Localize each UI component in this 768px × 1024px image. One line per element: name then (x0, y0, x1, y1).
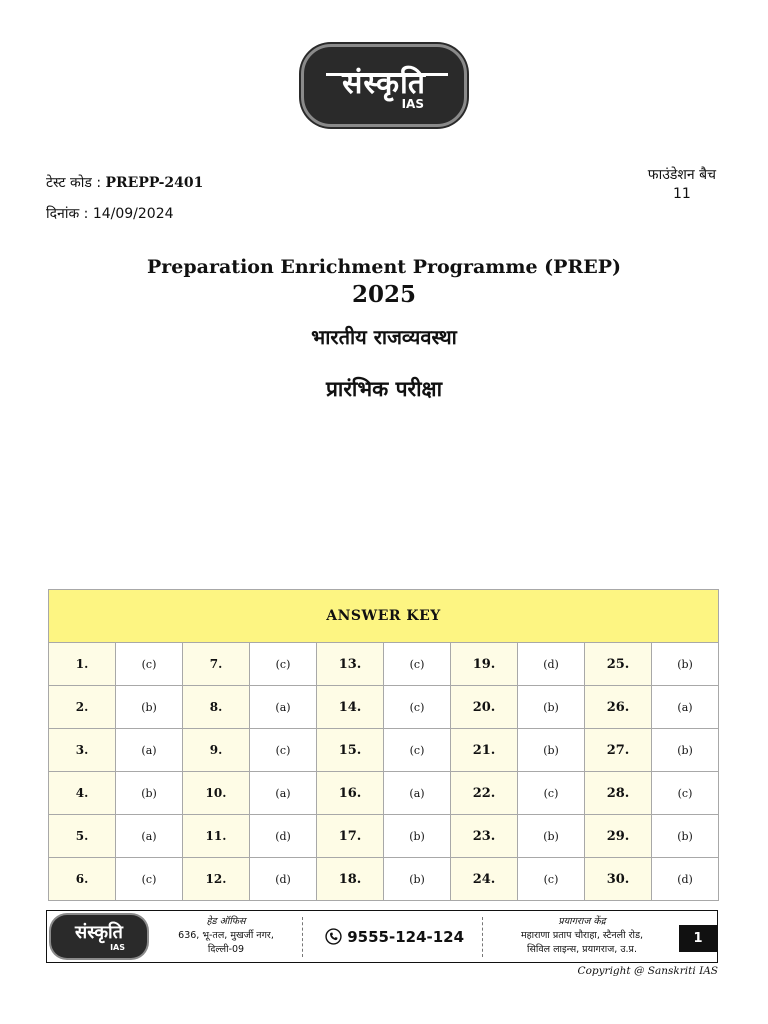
question-number: 22. (451, 772, 518, 815)
question-number: 4. (49, 772, 116, 815)
table-row (49, 772, 719, 815)
footer-logo (51, 915, 147, 958)
test-code (46, 173, 203, 192)
answer-option: (b) (384, 815, 451, 858)
question-number: 3. (49, 729, 116, 772)
answer-option: (c) (116, 858, 183, 901)
test-code-value: PREPP-2401 (105, 175, 204, 191)
question-number: 25. (585, 643, 652, 686)
answer-option: (b) (652, 815, 719, 858)
answer-key-header-row (49, 590, 719, 643)
date-value: 14/09/2024 (92, 206, 174, 222)
logo-sub: IAS (401, 97, 424, 111)
head-office-title: हेड ऑफिस (206, 916, 246, 927)
question-number: 29. (585, 815, 652, 858)
prayagraj-title: प्रयागराज केंद्र (558, 916, 606, 927)
question-number: 14. (317, 686, 384, 729)
question-number: 15. (317, 729, 384, 772)
answer-option: (b) (518, 729, 585, 772)
answer-option: (d) (518, 643, 585, 686)
answer-option: (a) (116, 815, 183, 858)
answer-option: (c) (518, 858, 585, 901)
date (46, 204, 174, 223)
table-row (49, 686, 719, 729)
phone-icon (325, 928, 342, 945)
question-number: 11. (183, 815, 250, 858)
answer-option: (b) (652, 643, 719, 686)
prayagraj-line1: महाराणा प्रताप चौराहा, स्टैनली रोड, (520, 930, 644, 941)
answer-key-table (48, 589, 719, 901)
question-number: 5. (49, 815, 116, 858)
question-number: 1. (49, 643, 116, 686)
answer-option: (c) (518, 772, 585, 815)
answer-option: (b) (116, 772, 183, 815)
question-number: 8. (183, 686, 250, 729)
answer-option: (b) (518, 686, 585, 729)
answer-option: (d) (250, 815, 317, 858)
date-label: दिनांक : (46, 206, 89, 222)
answer-option: (c) (116, 643, 183, 686)
table-row (49, 729, 719, 772)
question-number: 13. (317, 643, 384, 686)
prayagraj-line2: सिविल लाइन्स, प्रयागराज, उ.प्र. (527, 944, 637, 955)
table-row (49, 858, 719, 901)
batch-name: फाउंडेशन बैच (647, 167, 716, 183)
question-number: 28. (585, 772, 652, 815)
footer-divider (302, 917, 303, 957)
answer-option: (c) (250, 643, 317, 686)
question-number: 23. (451, 815, 518, 858)
footer (46, 910, 718, 963)
question-number: 2. (49, 686, 116, 729)
answer-option: (c) (250, 729, 317, 772)
question-number: 24. (451, 858, 518, 901)
sanskriti-logo (301, 44, 467, 127)
table-row (49, 815, 719, 858)
answer-option: (c) (652, 772, 719, 815)
question-number: 7. (183, 643, 250, 686)
programme-title: Preparation Enrichment Programme (PREP) (146, 256, 622, 278)
batch-number: 11 (672, 186, 691, 202)
answer-option: (a) (250, 772, 317, 815)
logo-text: संस्कृति (342, 66, 426, 101)
question-number: 9. (183, 729, 250, 772)
answer-option: (d) (652, 858, 719, 901)
answer-option: (b) (384, 858, 451, 901)
head-office (153, 915, 299, 957)
answer-option: (b) (518, 815, 585, 858)
question-number: 16. (317, 772, 384, 815)
exam-title: प्रारंभिक परीक्षा (325, 377, 443, 401)
footer-divider (482, 917, 483, 957)
head-office-line2: दिल्ली-09 (207, 944, 245, 955)
answer-option: (b) (652, 729, 719, 772)
answer-key-body (49, 643, 719, 901)
answer-option: (d) (250, 858, 317, 901)
question-number: 27. (585, 729, 652, 772)
table-row (49, 643, 719, 686)
question-number: 30. (585, 858, 652, 901)
batch-info (648, 166, 716, 204)
subject-title: भारतीय राजव्यवस्था (311, 325, 457, 349)
test-code-label: टेस्ट कोड : (46, 175, 102, 191)
answer-key-heading: ANSWER KEY (49, 590, 719, 643)
question-number: 26. (585, 686, 652, 729)
answer-option: (c) (384, 686, 451, 729)
question-number: 21. (451, 729, 518, 772)
question-number: 18. (317, 858, 384, 901)
phone (325, 928, 464, 946)
programme-year: 2025 (351, 281, 416, 308)
answer-option: (a) (384, 772, 451, 815)
answer-option: (a) (652, 686, 719, 729)
prayagraj-centre (487, 915, 677, 957)
head-office-line1: 636, भू-तल, मुखर्जी नगर, (178, 930, 274, 941)
answer-option: (b) (116, 686, 183, 729)
answer-option: (c) (384, 729, 451, 772)
question-number: 17. (317, 815, 384, 858)
footer-logo-sub: IAS (110, 943, 125, 952)
page-number: 1 (679, 925, 717, 952)
copyright: Copyright @ Sanskriti IAS (577, 965, 718, 977)
question-number: 12. (183, 858, 250, 901)
question-number: 20. (451, 686, 518, 729)
footer-logo-text: संस्कृति (75, 922, 123, 943)
phone-number: 9555-124-124 (347, 928, 465, 946)
answer-option: (a) (116, 729, 183, 772)
question-number: 10. (183, 772, 250, 815)
question-number: 19. (451, 643, 518, 686)
answer-option: (c) (384, 643, 451, 686)
answer-option: (a) (250, 686, 317, 729)
question-number: 6. (49, 858, 116, 901)
